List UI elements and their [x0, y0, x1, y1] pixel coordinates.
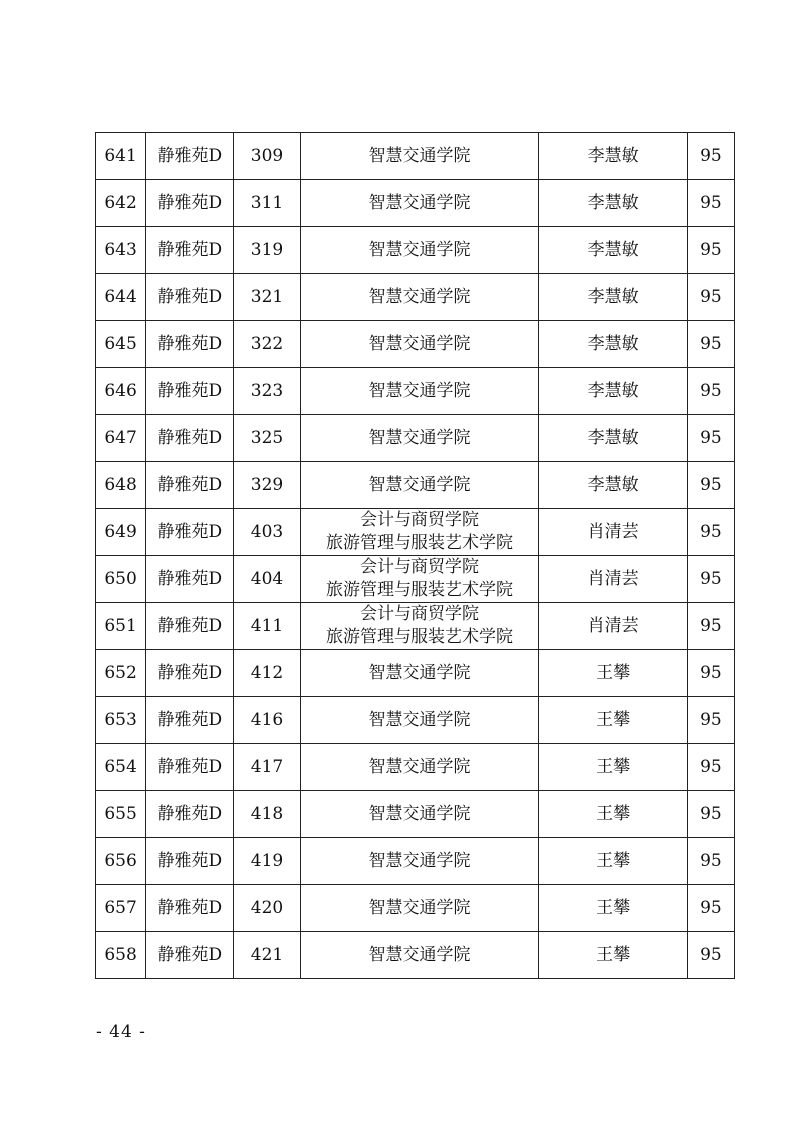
room-cell: 418: [234, 791, 300, 838]
building-cell: 静雅苑D: [146, 274, 234, 321]
college-name-line: 智慧交通学院: [368, 804, 471, 824]
college-cell: [300, 932, 539, 979]
college-cell: [300, 791, 539, 838]
table-row: [96, 885, 735, 932]
person-cell: 李慧敏: [539, 462, 687, 509]
building-cell: 静雅苑D: [146, 180, 234, 227]
person-cell: 李慧敏: [539, 368, 687, 415]
table-row: [96, 932, 735, 979]
building-cell: 静雅苑D: [146, 556, 234, 603]
building-cell: 静雅苑D: [146, 932, 234, 979]
college-name-line: 智慧交通学院: [368, 428, 471, 448]
score-cell: 95: [687, 509, 734, 556]
table-body: [96, 133, 735, 979]
row-number-cell: 655: [96, 791, 146, 838]
person-cell: 王攀: [539, 697, 687, 744]
college-name-line: 旅游管理与服装艺术学院: [325, 580, 513, 600]
person-cell: 肖清芸: [539, 509, 687, 556]
college-cell: [300, 650, 539, 697]
college-cell: [300, 133, 539, 180]
college-cell: [300, 603, 539, 650]
room-cell: 323: [234, 368, 300, 415]
row-number-cell: 656: [96, 838, 146, 885]
row-number-cell: 651: [96, 603, 146, 650]
table-row: [96, 321, 735, 368]
college-name-line: 会计与商贸学院: [359, 510, 479, 530]
college-cell: [300, 509, 539, 556]
score-cell: 95: [687, 415, 734, 462]
room-cell: 329: [234, 462, 300, 509]
person-cell: 王攀: [539, 885, 687, 932]
college-name-line: 智慧交通学院: [368, 757, 471, 777]
row-number-cell: 652: [96, 650, 146, 697]
person-cell: 王攀: [539, 791, 687, 838]
row-number-cell: 644: [96, 274, 146, 321]
table-row: [96, 791, 735, 838]
row-number-cell: 653: [96, 697, 146, 744]
college-cell: [300, 180, 539, 227]
row-number-cell: 654: [96, 744, 146, 791]
row-number-cell: 641: [96, 133, 146, 180]
room-cell: 321: [234, 274, 300, 321]
person-cell: 李慧敏: [539, 133, 687, 180]
building-cell: 静雅苑D: [146, 650, 234, 697]
college-name-line: 智慧交通学院: [368, 334, 471, 354]
college-cell: [300, 274, 539, 321]
score-cell: 95: [687, 744, 734, 791]
college-name-line: 智慧交通学院: [368, 475, 471, 495]
person-cell: 李慧敏: [539, 415, 687, 462]
room-cell: 411: [234, 603, 300, 650]
college-cell: [300, 697, 539, 744]
table-row: [96, 838, 735, 885]
row-number-cell: 645: [96, 321, 146, 368]
building-cell: 静雅苑D: [146, 509, 234, 556]
score-cell: 95: [687, 227, 734, 274]
building-cell: 静雅苑D: [146, 838, 234, 885]
building-cell: 静雅苑D: [146, 603, 234, 650]
building-cell: 静雅苑D: [146, 791, 234, 838]
person-cell: 李慧敏: [539, 180, 687, 227]
room-cell: 419: [234, 838, 300, 885]
college-name-line: 智慧交通学院: [368, 146, 471, 166]
college-cell: [300, 885, 539, 932]
score-cell: 95: [687, 885, 734, 932]
row-number-cell: 642: [96, 180, 146, 227]
table-row: [96, 368, 735, 415]
college-name-line: 智慧交通学院: [368, 193, 471, 213]
college-name-line: 智慧交通学院: [368, 898, 471, 918]
score-cell: 95: [687, 603, 734, 650]
score-cell: 95: [687, 321, 734, 368]
page-number: - 44 -: [96, 1022, 146, 1042]
score-cell: 95: [687, 791, 734, 838]
row-number-cell: 650: [96, 556, 146, 603]
table-row: [96, 744, 735, 791]
college-cell: [300, 227, 539, 274]
person-cell: 王攀: [539, 838, 687, 885]
table-row: [96, 462, 735, 509]
table-row: [96, 227, 735, 274]
person-cell: 王攀: [539, 932, 687, 979]
room-cell: 417: [234, 744, 300, 791]
college-name-line: 会计与商贸学院: [359, 557, 479, 577]
building-cell: 静雅苑D: [146, 321, 234, 368]
college-name-line: 智慧交通学院: [368, 945, 471, 965]
row-number-cell: 648: [96, 462, 146, 509]
college-name-line: 旅游管理与服装艺术学院: [325, 627, 513, 647]
room-cell: 311: [234, 180, 300, 227]
table-row: [96, 697, 735, 744]
row-number-cell: 647: [96, 415, 146, 462]
score-cell: 95: [687, 274, 734, 321]
row-number-cell: 658: [96, 932, 146, 979]
table-row: [96, 180, 735, 227]
building-cell: 静雅苑D: [146, 744, 234, 791]
score-cell: 95: [687, 838, 734, 885]
score-cell: 95: [687, 932, 734, 979]
table-row: [96, 274, 735, 321]
college-name-line: 智慧交通学院: [368, 663, 471, 683]
college-name-line: 旅游管理与服装艺术学院: [325, 533, 513, 553]
college-name-line: 智慧交通学院: [368, 240, 471, 260]
building-cell: 静雅苑D: [146, 462, 234, 509]
room-cell: 420: [234, 885, 300, 932]
score-cell: 95: [687, 133, 734, 180]
college-name-line: 智慧交通学院: [368, 287, 471, 307]
room-cell: 325: [234, 415, 300, 462]
row-number-cell: 649: [96, 509, 146, 556]
table-row: [96, 415, 735, 462]
college-name-line: 智慧交通学院: [368, 851, 471, 871]
building-cell: 静雅苑D: [146, 368, 234, 415]
person-cell: 肖清芸: [539, 556, 687, 603]
row-number-cell: 657: [96, 885, 146, 932]
score-cell: 95: [687, 650, 734, 697]
score-cell: 95: [687, 697, 734, 744]
dormitory-score-table: [95, 132, 735, 979]
college-cell: [300, 556, 539, 603]
person-cell: 王攀: [539, 744, 687, 791]
room-cell: 322: [234, 321, 300, 368]
room-cell: 404: [234, 556, 300, 603]
score-cell: 95: [687, 556, 734, 603]
building-cell: 静雅苑D: [146, 415, 234, 462]
row-number-cell: 643: [96, 227, 146, 274]
building-cell: 静雅苑D: [146, 697, 234, 744]
room-cell: 309: [234, 133, 300, 180]
table-row: [96, 509, 735, 556]
room-cell: 421: [234, 932, 300, 979]
person-cell: 肖清芸: [539, 603, 687, 650]
table-row: [96, 603, 735, 650]
college-cell: [300, 744, 539, 791]
row-number-cell: 646: [96, 368, 146, 415]
room-cell: 403: [234, 509, 300, 556]
college-cell: [300, 368, 539, 415]
room-cell: 412: [234, 650, 300, 697]
college-name-line: 智慧交通学院: [368, 710, 471, 730]
table-row: [96, 556, 735, 603]
college-cell: [300, 415, 539, 462]
table-row: [96, 650, 735, 697]
person-cell: 王攀: [539, 650, 687, 697]
college-cell: [300, 462, 539, 509]
person-cell: 李慧敏: [539, 227, 687, 274]
college-name-line: 会计与商贸学院: [359, 604, 479, 624]
score-cell: 95: [687, 368, 734, 415]
person-cell: 李慧敏: [539, 321, 687, 368]
room-cell: 319: [234, 227, 300, 274]
score-cell: 95: [687, 180, 734, 227]
building-cell: 静雅苑D: [146, 133, 234, 180]
college-name-line: 智慧交通学院: [368, 381, 471, 401]
college-cell: [300, 321, 539, 368]
score-cell: 95: [687, 462, 734, 509]
table-row: [96, 133, 735, 180]
building-cell: 静雅苑D: [146, 885, 234, 932]
college-cell: [300, 838, 539, 885]
person-cell: 李慧敏: [539, 274, 687, 321]
room-cell: 416: [234, 697, 300, 744]
building-cell: 静雅苑D: [146, 227, 234, 274]
